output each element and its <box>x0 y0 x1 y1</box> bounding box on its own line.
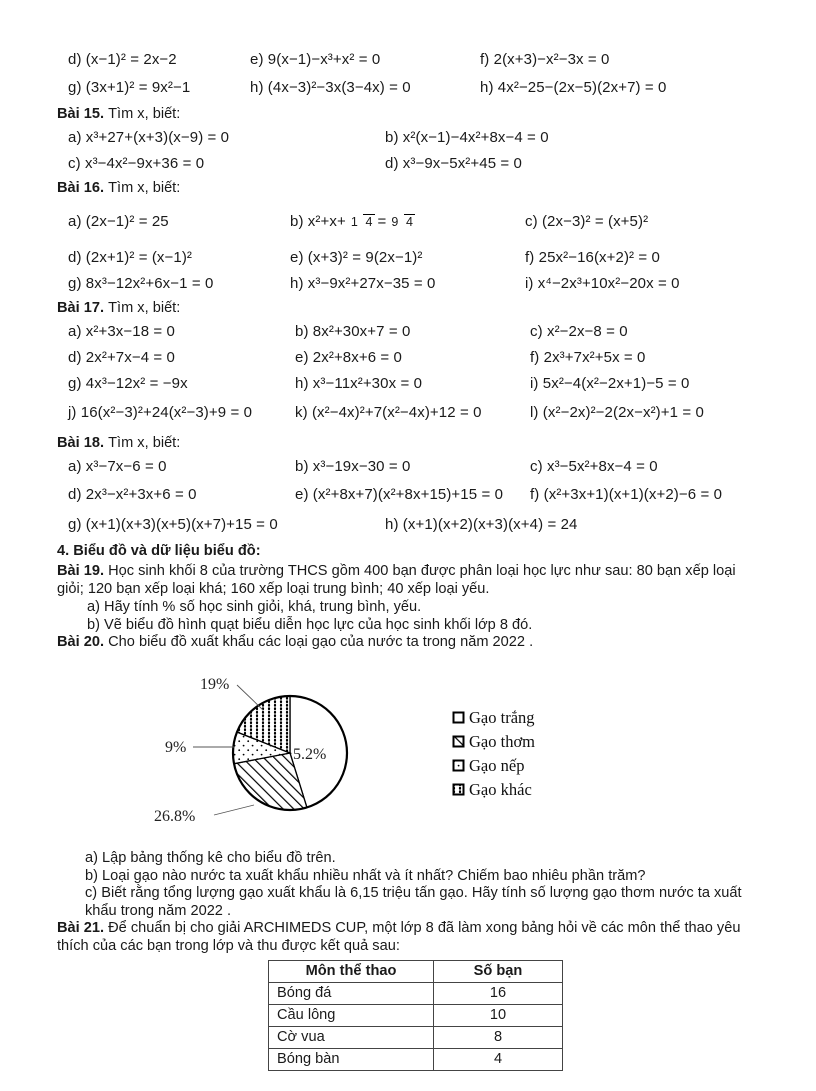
equation-item: l) (x²−2x)²−2(2x−x²)+1 = 0 <box>530 404 704 421</box>
equation-row <box>57 481 766 508</box>
bai20-question-c: c) Biết rằng tổng lượng gạo xuất khẩu là 6,15 triệu tấn gạo. Hãy tính số lượng gạo thơm nước ta xuất khẩu trong năm 2022 . <box>85 885 742 919</box>
pie-label-9: 9% <box>165 738 187 756</box>
legend-swatch-white-icon <box>452 711 465 724</box>
equation-item: h) 4x²−25−(2x−5)(2x+7) = 0 <box>480 79 667 96</box>
legend-swatch-stripes-icon <box>452 735 465 748</box>
equation-item: h) x³−9x²+27x−35 = 0 <box>290 275 436 292</box>
equation-item: a) x²+3x−18 = 0 <box>68 323 175 340</box>
equation-item: d) x³−9x−5x²+45 = 0 <box>385 155 522 172</box>
equation-item: c) x³−4x²−9x+36 = 0 <box>68 155 205 172</box>
equation-item: f) 25x²−16(x+2)² = 0 <box>525 249 660 266</box>
equation-row <box>57 372 766 395</box>
bai17-heading <box>57 298 766 318</box>
equation-row <box>57 455 766 478</box>
equation-row <box>57 511 766 538</box>
leader-line-19 <box>237 685 263 710</box>
exercise-text: Để chuẩn bị cho giải ARCHIMEDS CUP, một lớp 8 đã làm xong bảng hỏi về các môn thể thao yêu thích của các bạn trong lớp và thu được kết quả sau: <box>57 920 741 954</box>
numerator: 1 <box>350 214 358 229</box>
bai19-paragraph <box>57 563 766 598</box>
equation-item: a) x³−7x−6 = 0 <box>68 458 167 475</box>
equation-item: f) 2(x+3)−x²−3x = 0 <box>480 51 610 68</box>
exercise-title: Tìm x, biết: <box>108 300 181 316</box>
equation-item: g) 4x³−12x² = −9x <box>68 375 188 392</box>
equation-row <box>57 48 766 71</box>
fraction <box>349 215 375 229</box>
section4-heading: 4. Biểu đồ và dữ liệu biểu đồ: <box>57 543 261 559</box>
bai16-heading <box>57 178 766 198</box>
fraction <box>389 215 415 229</box>
exercise-text: Học sinh khối 8 của trường THCS gồm 400 bạn được phân loại học lực như sau: 80 bạn xếp loại giỏi; 120 bạn xếp loại khá; 160 xếp loại trung bình; 40 xếp loại yếu. <box>57 563 736 597</box>
bai18-heading <box>57 433 766 453</box>
exercise-label: Bài 21. <box>57 920 105 937</box>
pie-chart-svg <box>57 658 457 848</box>
equals-sign: = <box>377 213 387 230</box>
equation-item: e) (x²+8x+7)(x²+8x+15)+15 = 0 <box>295 486 504 503</box>
column-header-sport: Môn thể thao <box>269 960 434 982</box>
cell-count: 4 <box>434 1048 563 1070</box>
equation-row <box>57 272 766 295</box>
pie-label-white-slice: 5.2% <box>293 745 327 763</box>
equation-item: b) 8x²+30x+7 = 0 <box>295 323 411 340</box>
equation-item: d) 2x²+7x−4 = 0 <box>68 349 175 366</box>
equation-row <box>57 398 766 428</box>
equation-item: h) (x+1)(x+2)(x+3)(x+4) = 24 <box>385 516 578 533</box>
exercise-label: Bài 15. <box>57 106 105 122</box>
legend-item <box>452 778 535 802</box>
exercise-label: Bài 19. <box>57 563 105 579</box>
cell-sport: Cầu lông <box>269 1004 434 1026</box>
cell-count: 10 <box>434 1004 563 1026</box>
legend-label: Gạo khác <box>469 779 532 799</box>
bai20-paragraph <box>57 634 766 652</box>
equation-item: c) (2x−3)² = (x+5)² <box>525 213 649 230</box>
exercise-label: Bài 18. <box>57 435 105 451</box>
equation-item: a) x³+27+(x+3)(x−9) = 0 <box>68 129 230 146</box>
legend-item <box>452 754 535 778</box>
equation-row <box>57 346 766 369</box>
exercise-label: Bài 17. <box>57 300 105 316</box>
table-row <box>269 982 563 1004</box>
equation-item: d) (2x+1)² = (x−1)² <box>68 249 193 266</box>
legend-label: Gạo nếp <box>469 755 525 775</box>
bai20-question-b: b) Loại gạo nào nước ta xuất khẩu nhiều nhất và ít nhất? Chiếm bao nhiêu phần trăm? <box>85 867 646 884</box>
equation-item: e) 9(x−1)−x³+x² = 0 <box>250 51 381 68</box>
legend-label: Gạo trắng <box>469 707 535 727</box>
equation-row <box>57 320 766 343</box>
equation-item: a) (2x−1)² = 25 <box>68 213 169 230</box>
numerator: 9 <box>391 214 399 229</box>
equation-item: g) (3x+1)² = 9x²−1 <box>68 79 191 96</box>
bai19-question-b: b) Vẽ biểu đồ hình quạt biểu diễn học lực của học sinh khối lớp 8 đó. <box>87 616 533 633</box>
cell-sport: Bóng đá <box>269 982 434 1004</box>
equation-item-fraction <box>290 200 525 244</box>
equation-item: d) 2x³−x²+3x+6 = 0 <box>68 486 197 503</box>
exercise-title: Tìm x, biết: <box>108 106 181 122</box>
exercise-title: Tìm x, biết: <box>108 435 181 451</box>
exercise-label: Bài 16. <box>57 180 105 196</box>
pie-label-26-8: 26.8% <box>154 807 196 825</box>
column-header-count: Số bạn <box>434 960 563 982</box>
equation-item: g) (x+1)(x+3)(x+5)(x+7)+15 = 0 <box>68 516 278 533</box>
legend-swatch-dots-icon <box>452 759 465 772</box>
exercise-label: Bài 20. <box>57 634 105 651</box>
equation-item: e) (x+3)² = 9(2x−1)² <box>290 249 423 266</box>
equation-item: g) 8x³−12x²+6x−1 = 0 <box>68 275 214 292</box>
bai20-question-a: a) Lập bảng thống kê cho biểu đồ trên. <box>85 849 336 866</box>
legend-swatch-dense-icon <box>452 783 465 796</box>
legend-label: Gạo thơm <box>469 731 536 751</box>
denominator: 4 <box>365 214 373 229</box>
bai19-question-a: a) Hãy tính % số học sinh giỏi, khá, trung bình, yếu. <box>87 599 422 616</box>
equation-item: k) (x²−4x)²+7(x²−4x)+12 = 0 <box>295 404 482 421</box>
equation-item: h) x³−11x²+30x = 0 <box>295 375 423 392</box>
pie-label-19: 19% <box>200 675 230 693</box>
equation-item: e) 2x²+8x+6 = 0 <box>295 349 402 366</box>
table-row <box>269 1026 563 1048</box>
pie-legend <box>452 706 535 802</box>
equation-item: i) 5x²−4(x²−2x+1)−5 = 0 <box>530 375 690 392</box>
leader-line-26-8 <box>214 805 254 815</box>
cell-sport: Cờ vua <box>269 1026 434 1048</box>
equation-row <box>57 200 766 244</box>
equation-item: b) x²(x−1)−4x²+8x−4 = 0 <box>385 129 549 146</box>
equation-row <box>57 246 766 269</box>
equation-item: f) (x²+3x+1)(x+1)(x+2)−6 = 0 <box>530 486 723 503</box>
bai15-heading <box>57 104 766 124</box>
equation-row <box>57 74 766 101</box>
equation-row <box>57 126 766 149</box>
equation-item: j) 16(x²−3)²+24(x²−3)+9 = 0 <box>68 404 253 421</box>
rice-export-pie-chart <box>57 658 766 848</box>
sports-survey-table <box>268 960 563 1071</box>
denominator: 4 <box>406 214 414 229</box>
legend-item <box>452 706 535 730</box>
equation-item: h) (4x−3)²−3x(3−4x) = 0 <box>250 79 411 96</box>
equation-item: c) x²−2x−8 = 0 <box>530 323 628 340</box>
table-header-row <box>269 960 563 982</box>
equation-item: f) 2x³+7x²+5x = 0 <box>530 349 646 366</box>
equation-item: c) x³−5x²+8x−4 = 0 <box>530 458 658 475</box>
cell-count: 16 <box>434 982 563 1004</box>
table-row <box>269 1004 563 1026</box>
legend-item <box>452 730 535 754</box>
bai21-paragraph <box>57 920 766 955</box>
equation-row <box>57 152 766 175</box>
cell-count: 8 <box>434 1026 563 1048</box>
table-row <box>269 1048 563 1070</box>
exercise-title: Tìm x, biết: <box>108 180 181 196</box>
equation-item: d) (x−1)² = 2x−2 <box>68 51 177 68</box>
equation-item: i) x⁴−2x³+10x²−20x = 0 <box>525 275 680 292</box>
equation-item: b) x³−19x−30 = 0 <box>295 458 411 475</box>
fraction-prefix: b) x²+x+ <box>290 213 346 230</box>
cell-sport: Bóng bàn <box>269 1048 434 1070</box>
exercise-text: Cho biểu đồ xuất khẩu các loại gạo của nước ta trong năm 2022 . <box>108 634 534 651</box>
